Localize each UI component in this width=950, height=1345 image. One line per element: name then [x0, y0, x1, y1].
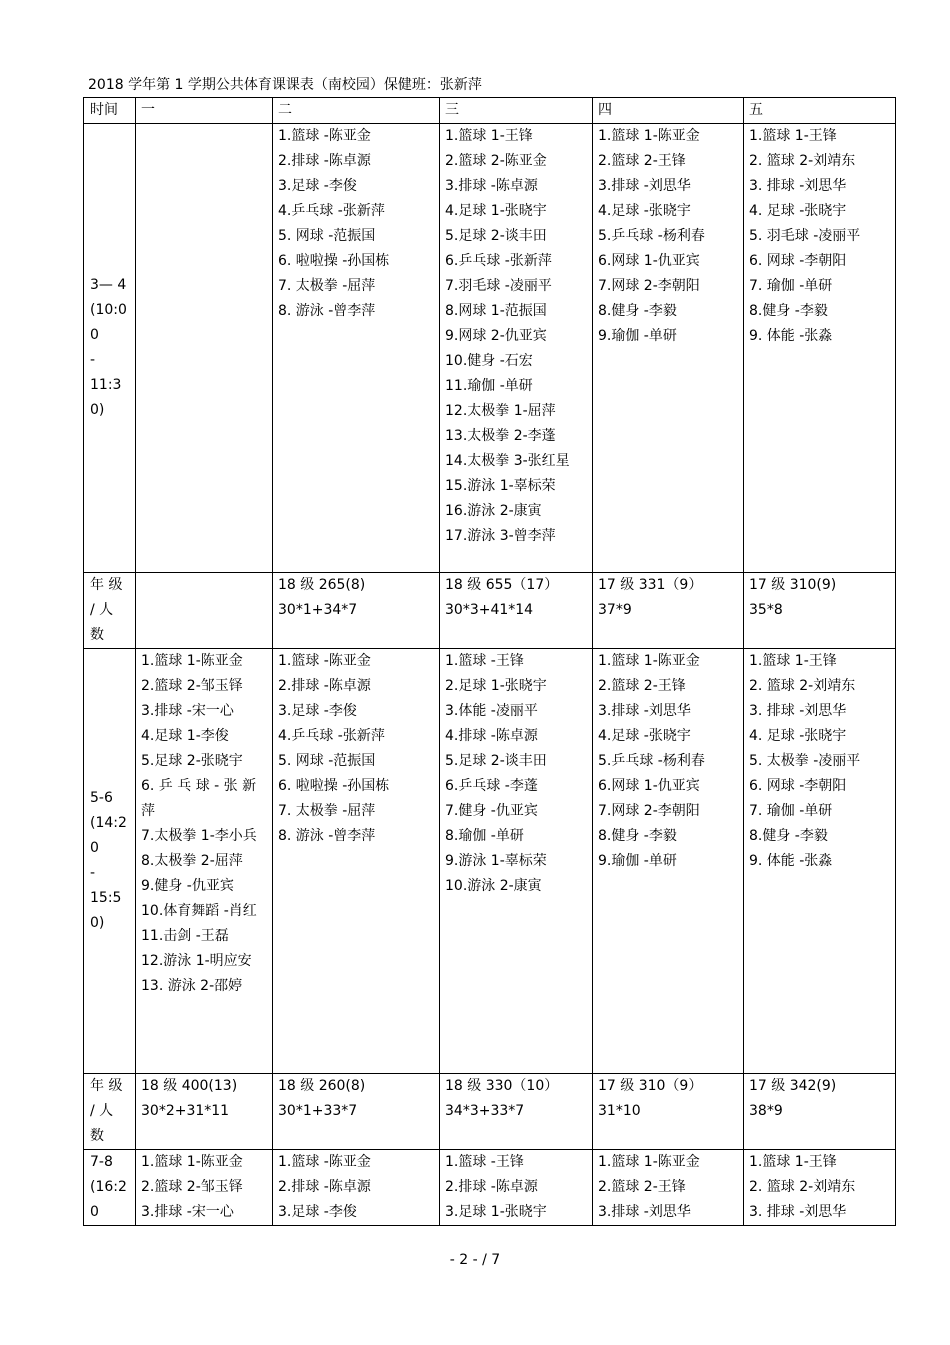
day-cell: [273, 649, 440, 1074]
time-line: (10:0: [90, 302, 127, 318]
course-item: 2.篮球 2-邹玉铎: [141, 678, 243, 694]
count-line: 30*1+34*7: [278, 602, 358, 618]
course-item: 1.篮球 1-王锋: [445, 128, 533, 144]
course-item: 6. 乒 乓 球 - 张 新萍: [141, 778, 257, 819]
course-item: 1.篮球 1-陈亚金: [141, 653, 243, 669]
course-item: 6.乒乓球 -张新萍: [445, 253, 552, 269]
day-cell: [136, 1150, 273, 1226]
time-line: 3— 4: [90, 277, 127, 293]
count-label-cell: [84, 1074, 136, 1150]
count-cell: [273, 1074, 440, 1150]
count-line: 30*2+31*11: [141, 1103, 230, 1119]
course-item: 3.排球 -陈卓源: [445, 178, 538, 194]
day-cell: [440, 649, 593, 1074]
session-time-cell: [84, 124, 136, 573]
course-item: 2.排球 -陈卓源: [445, 1179, 538, 1195]
time-line: (14:2: [90, 815, 127, 831]
course-item: 15.游泳 1-辜标荣: [445, 478, 556, 494]
course-item: 12.太极拳 1-屈萍: [445, 403, 556, 419]
course-item: 2.篮球 2-陈亚金: [445, 153, 547, 169]
course-item: 7.健身 -仇亚宾: [445, 803, 538, 819]
course-item: 3.排球 -宋一心: [141, 703, 234, 719]
day-cell: [136, 124, 273, 573]
course-item: 8.健身 -李毅: [598, 828, 677, 844]
course-item: 5. 太极拳 -凌丽平: [749, 753, 861, 769]
course-item: 5. 网球 -范振国: [278, 753, 376, 769]
course-item: 4. 足球 -张晓宇: [749, 203, 847, 219]
course-item: 6.网球 1-仇亚宾: [598, 778, 700, 794]
course-item: 14.太极拳 3-张红星: [445, 453, 570, 469]
course-item: 4.足球 1-张晓宇: [445, 203, 547, 219]
course-item: 3.足球 -李俊: [278, 1204, 357, 1220]
day-cell: [744, 649, 896, 1074]
course-item: 9.网球 2-仇亚宾: [445, 328, 547, 344]
count-cell: [440, 573, 593, 649]
day-cell: [744, 1150, 896, 1226]
course-item: 7.网球 2-李朝阳: [598, 803, 700, 819]
course-item: 6. 啦啦操 -孙国栋: [278, 253, 390, 269]
course-item: 4.排球 -陈卓源: [445, 728, 538, 744]
day-cell: [593, 649, 744, 1074]
header-day-4: 四: [593, 98, 744, 124]
course-item: 3. 排球 -刘思华: [749, 703, 847, 719]
course-item: 7.网球 2-李朝阳: [598, 278, 700, 294]
course-item: 7. 太极拳 -屈萍: [278, 803, 376, 819]
time-line: 0: [90, 840, 99, 856]
course-item: 2.排球 -陈卓源: [278, 678, 371, 694]
course-item: 3. 排球 -刘思华: [749, 1204, 847, 1220]
course-item: 2. 篮球 2-刘靖东: [749, 678, 856, 694]
count-line: 17 级 342(9): [749, 1078, 837, 1094]
course-item: 11.瑜伽 -单研: [445, 378, 533, 394]
course-item: 4. 足球 -张晓宇: [749, 728, 847, 744]
time-line: -: [90, 352, 96, 368]
course-item: 6.乒乓球 -李蓬: [445, 778, 538, 794]
course-item: 5.足球 2-谈丰田: [445, 753, 547, 769]
course-item: 5.足球 2-张晓宇: [141, 753, 243, 769]
time-line: 5-6: [90, 790, 113, 806]
count-cell: [136, 1074, 273, 1150]
course-item: 3.排球 -刘思华: [598, 1204, 691, 1220]
course-item: 3.足球 -李俊: [278, 178, 357, 194]
time-line: (16:2: [90, 1179, 127, 1195]
count-line: 30*3+41*14: [445, 602, 534, 618]
course-item: 3.排球 -宋一心: [141, 1204, 234, 1220]
count-line: 17 级 310（9）: [598, 1078, 703, 1094]
course-item: 7. 瑜伽 -单研: [749, 803, 833, 819]
course-item: 4.乒乓球 -张新萍: [278, 728, 385, 744]
count-label-line: 数: [90, 627, 104, 643]
course-item: 7. 太极拳 -屈萍: [278, 278, 376, 294]
schedule-table: [83, 97, 896, 1226]
course-item: 9.瑜伽 -单研: [598, 853, 677, 869]
course-item: 8.健身 -李毅: [749, 828, 828, 844]
course-item: 5.足球 2-谈丰田: [445, 228, 547, 244]
course-item: 10.游泳 2-康寅: [445, 878, 542, 894]
session-row: [84, 124, 896, 573]
course-item: 4.乒乓球 -张新萍: [278, 203, 385, 219]
count-label-line: / 人: [90, 1103, 114, 1119]
course-item: 2.足球 1-张晓宇: [445, 678, 547, 694]
time-line: 7-8: [90, 1154, 113, 1170]
course-item: 3.足球 -李俊: [278, 703, 357, 719]
course-item: 16.游泳 2-康寅: [445, 503, 542, 519]
session-row: [84, 649, 896, 1074]
course-item: 10.体育舞蹈 -肖红: [141, 903, 257, 919]
course-item: 7.羽毛球 -凌丽平: [445, 278, 552, 294]
day-cell: [440, 1150, 593, 1226]
course-item: 2.排球 -陈卓源: [278, 1179, 371, 1195]
session-time-cell: [84, 649, 136, 1074]
course-item: 10.健身 -石宏: [445, 353, 533, 369]
page-title: 2018 学年第 1 学期公共体育课课表（南校园）保健班：张新萍: [88, 77, 482, 93]
time-line: 0: [90, 327, 99, 343]
course-item: 2. 篮球 2-刘靖东: [749, 153, 856, 169]
count-line: 18 级 330（10）: [445, 1078, 559, 1094]
count-line: 30*1+33*7: [278, 1103, 358, 1119]
count-cell: [744, 573, 896, 649]
course-item: 2.排球 -陈卓源: [278, 153, 371, 169]
count-line: 18 级 260(8): [278, 1078, 366, 1094]
header-day-3: 三: [440, 98, 593, 124]
count-cell: [744, 1074, 896, 1150]
day-cell: [136, 649, 273, 1074]
course-item: 3.排球 -刘思华: [598, 178, 691, 194]
course-item: 2.篮球 2-邹玉铎: [141, 1179, 243, 1195]
course-item: 6. 网球 -李朝阳: [749, 778, 847, 794]
session-row: [84, 1150, 896, 1226]
course-item: 1.篮球 1-陈亚金: [141, 1154, 243, 1170]
count-line: 18 级 655（17）: [445, 577, 559, 593]
course-item: 1.篮球 1-陈亚金: [598, 1154, 700, 1170]
course-item: 1.篮球 1-陈亚金: [598, 128, 700, 144]
header-day-5: 五: [744, 98, 896, 124]
course-item: 3.足球 1-张晓宇: [445, 1204, 547, 1220]
course-item: 5.乒乓球 -杨利春: [598, 228, 705, 244]
course-item: 7. 瑜伽 -单研: [749, 278, 833, 294]
course-item: 13. 游泳 2-邵婷: [141, 978, 243, 994]
count-cell: [440, 1074, 593, 1150]
course-item: 8.健身 -李毅: [749, 303, 828, 319]
course-item: 8. 游泳 -曾李萍: [278, 828, 376, 844]
course-item: 5. 网球 -范振国: [278, 228, 376, 244]
header-time: 时间: [84, 98, 136, 124]
course-item: 7.太极拳 1-李小兵: [141, 828, 257, 844]
count-line: 18 级 400(13): [141, 1078, 238, 1094]
day-cell: [744, 124, 896, 573]
course-item: 13.太极拳 2-李蓬: [445, 428, 556, 444]
course-item: 4.足球 -张晓宇: [598, 203, 691, 219]
time-line: 0: [90, 1204, 99, 1220]
course-item: 5.乒乓球 -杨利春: [598, 753, 705, 769]
count-cell: [136, 573, 273, 649]
day-cell: [273, 124, 440, 573]
course-item: 4.足球 -张晓宇: [598, 728, 691, 744]
course-item: 6.网球 1-仇亚宾: [598, 253, 700, 269]
course-item: 8.太极拳 2-屈萍: [141, 853, 243, 869]
course-item: 1.篮球 1-王锋: [749, 1154, 837, 1170]
count-label-line: / 人: [90, 602, 114, 618]
count-label-line: 年 级: [90, 577, 123, 593]
course-item: 9.游泳 1-辜标荣: [445, 853, 547, 869]
course-item: 1.篮球 1-陈亚金: [598, 653, 700, 669]
course-item: 3. 排球 -刘思华: [749, 178, 847, 194]
count-cell: [593, 573, 744, 649]
course-item: 1.篮球 -王锋: [445, 653, 524, 669]
course-item: 1.篮球 -陈亚金: [278, 653, 371, 669]
count-row: [84, 573, 896, 649]
time-line: 0): [90, 402, 105, 418]
course-item: 11.击剑 -王磊: [141, 928, 229, 944]
count-row: [84, 1074, 896, 1150]
course-item: 1.篮球 -陈亚金: [278, 1154, 371, 1170]
page-number: - 2 - / 7: [449, 1252, 501, 1268]
course-item: 12.游泳 1-明应安: [141, 953, 252, 969]
count-label-cell: [84, 573, 136, 649]
time-line: 0): [90, 915, 105, 931]
course-item: 2.篮球 2-王锋: [598, 678, 686, 694]
course-item: 6. 网球 -李朝阳: [749, 253, 847, 269]
count-line: 17 级 331（9）: [598, 577, 703, 593]
count-line: 34*3+33*7: [445, 1103, 525, 1119]
course-item: 9. 体能 -张淼: [749, 853, 833, 869]
course-item: 8.瑜伽 -单研: [445, 828, 524, 844]
course-item: 9.瑜伽 -单研: [598, 328, 677, 344]
course-item: 1.篮球 -陈亚金: [278, 128, 371, 144]
header-row: [84, 98, 896, 124]
course-item: 6. 啦啦操 -孙国栋: [278, 778, 390, 794]
time-line: 15:5: [90, 890, 122, 906]
count-cell: [273, 573, 440, 649]
session-time-cell: [84, 1150, 136, 1226]
count-label-line: 数: [90, 1128, 104, 1144]
header-day-1: 一: [136, 98, 273, 124]
course-item: 2.篮球 2-王锋: [598, 1179, 686, 1195]
course-item: 2. 篮球 2-刘靖东: [749, 1179, 856, 1195]
header-day-2: 二: [273, 98, 440, 124]
count-line: 31*10: [598, 1103, 641, 1119]
count-line: 17 级 310(9): [749, 577, 837, 593]
count-label-line: 年 级: [90, 1078, 123, 1094]
course-item: 9.健身 -仇亚宾: [141, 878, 234, 894]
time-line: 11:3: [90, 377, 122, 393]
course-item: 8. 游泳 -曾李萍: [278, 303, 376, 319]
day-cell: [593, 124, 744, 573]
course-item: 9. 体能 -张淼: [749, 328, 833, 344]
course-item: 3.排球 -刘思华: [598, 703, 691, 719]
course-item: 1.篮球 1-王锋: [749, 128, 837, 144]
course-item: 8.网球 1-范振国: [445, 303, 547, 319]
count-line: 38*9: [749, 1103, 783, 1119]
course-item: 5. 羽毛球 -凌丽平: [749, 228, 861, 244]
time-line: -: [90, 865, 96, 881]
course-item: 2.篮球 2-王锋: [598, 153, 686, 169]
count-line: 35*8: [749, 602, 783, 618]
day-cell: [273, 1150, 440, 1226]
course-item: 1.篮球 -王锋: [445, 1154, 524, 1170]
day-cell: [440, 124, 593, 573]
course-item: 4.足球 1-李俊: [141, 728, 229, 744]
count-line: 18 级 265(8): [278, 577, 366, 593]
course-item: 17.游泳 3-曾李萍: [445, 528, 556, 544]
course-item: 3.体能 -凌丽平: [445, 703, 538, 719]
course-item: 8.健身 -李毅: [598, 303, 677, 319]
course-item: 1.篮球 1-王锋: [749, 653, 837, 669]
day-cell: [593, 1150, 744, 1226]
count-line: 37*9: [598, 602, 632, 618]
count-cell: [593, 1074, 744, 1150]
